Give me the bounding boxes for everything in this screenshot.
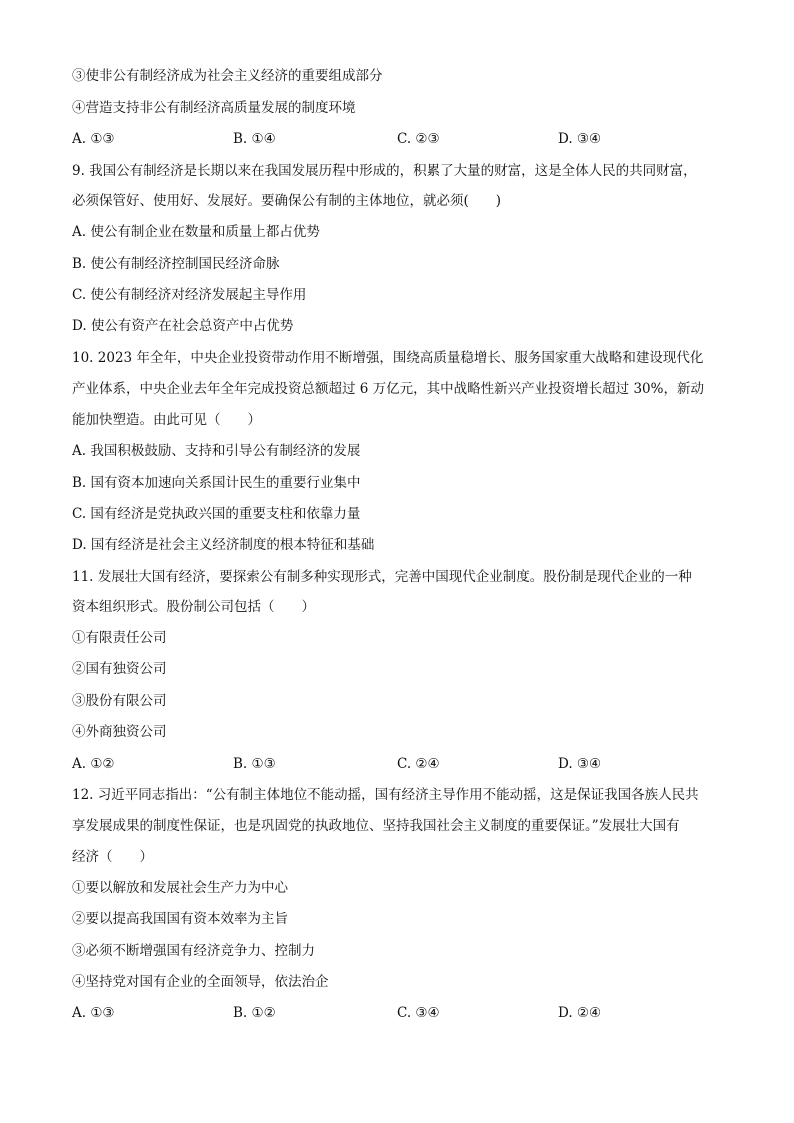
q11-stem-line-2: 资本组织形式。股份制公司包括（ ） [72, 599, 315, 615]
q9-stem-line-1: 9. 我国公有制经济是长期以来在我国发展历程中形成的，积累了大量的财富，这是全体人民的共同财富， [72, 163, 697, 179]
q12-options [72, 1004, 732, 1022]
q10-choice-a: A. 我国积极鼓励、支持和引导公有制经济的发展 [72, 443, 361, 459]
q11-stem-line-1: 11. 发展壮大国有经济，要探索公有制多种实现形式，完善中国现代企业制度。股份制是现代企业的一种 [72, 569, 692, 585]
q8-option-c: C. ②③ [397, 131, 440, 147]
q12-option-a: A. ①③ [72, 1005, 115, 1021]
q12-option-c: C. ③④ [397, 1005, 440, 1021]
q8-option-b: B. ①④ [233, 131, 276, 147]
q12-item-2: ②要以提高我国国有资本效率为主旨 [72, 911, 288, 927]
q11-option-c: C. ②④ [397, 756, 440, 772]
q12-stem-line-2: 享发展成果的制度性保证，也是巩固党的执政地位、坚持我国社会主义制度的重要保证。”发展壮大国有 [72, 818, 680, 834]
q11-option-d: D. ③④ [558, 756, 602, 772]
q9-choice-a: A. 使公有制企业在数量和质量上都占优势 [72, 224, 320, 240]
q9-stem-line-2: 必须保管好、使用好、发展好。要确保公有制的主体地位，就必须( ) [72, 193, 502, 209]
q8-option-d: D. ③④ [558, 131, 602, 147]
q11-option-b: B. ①③ [233, 756, 276, 772]
q11-item-1: ①有限责任公司 [72, 630, 167, 646]
q9-choice-b: B. 使公有制经济控制国民经济命脉 [72, 256, 280, 272]
q11-item-4: ④外商独资公司 [72, 724, 167, 740]
q10-stem-line-3: 能加快塑造。由此可见（ ） [72, 412, 261, 428]
q12-item-1: ①要以解放和发展社会生产力为中心 [72, 880, 288, 896]
q12-stem-line-1: 12. 习近平同志指出：“公有制主体地位不能动摇，国有经济主导作用不能动摇，这是保证我国各族人民共 [72, 787, 699, 803]
q10-choice-c: C. 国有经济是党执政兴国的重要支柱和依靠力量 [72, 506, 361, 522]
q12-stem-line-3: 经济（ ） [72, 849, 153, 865]
q12-option-d: D. ②④ [558, 1005, 602, 1021]
q11-item-3: ③股份有限公司 [72, 693, 167, 709]
q9-choice-d: D. 使公有资产在社会总资产中占优势 [72, 318, 294, 334]
q10-choice-d: D. 国有经济是社会主义经济制度的根本特征和基础 [72, 537, 375, 553]
q11-options [72, 755, 732, 773]
q10-stem-line-2: 产业体系，中央企业去年全年完成投资总额超过 6 万亿元，其中战略性新兴产业投资增长超过 30%，新动 [72, 381, 704, 397]
q8-options [72, 130, 732, 148]
q8-item-3: ③使非公有制经济成为社会主义经济的重要组成部分 [72, 68, 383, 84]
q12-item-3: ③必须不断增强国有经济竞争力、控制力 [72, 943, 315, 959]
q8-item-4: ④营造支持非公有制经济高质量发展的制度环境 [72, 100, 356, 116]
q10-stem-line-1: 10. 2023 年全年，中央企业投资带动作用不断增强，围绕高质量稳增长、服务国家重大战略和建设现代化 [72, 350, 704, 366]
q10-choice-b: B. 国有资本加速向关系国计民生的重要行业集中 [72, 475, 361, 491]
q8-option-a: A. ①③ [72, 131, 115, 147]
q11-option-a: A. ①② [72, 756, 115, 772]
q9-choice-c: C. 使公有制经济对经济发展起主导作用 [72, 287, 307, 303]
q11-item-2: ②国有独资公司 [72, 661, 167, 677]
q12-option-b: B. ①② [233, 1005, 276, 1021]
q12-item-4: ④坚持党对国有企业的全面领导，依法治企 [72, 974, 329, 990]
